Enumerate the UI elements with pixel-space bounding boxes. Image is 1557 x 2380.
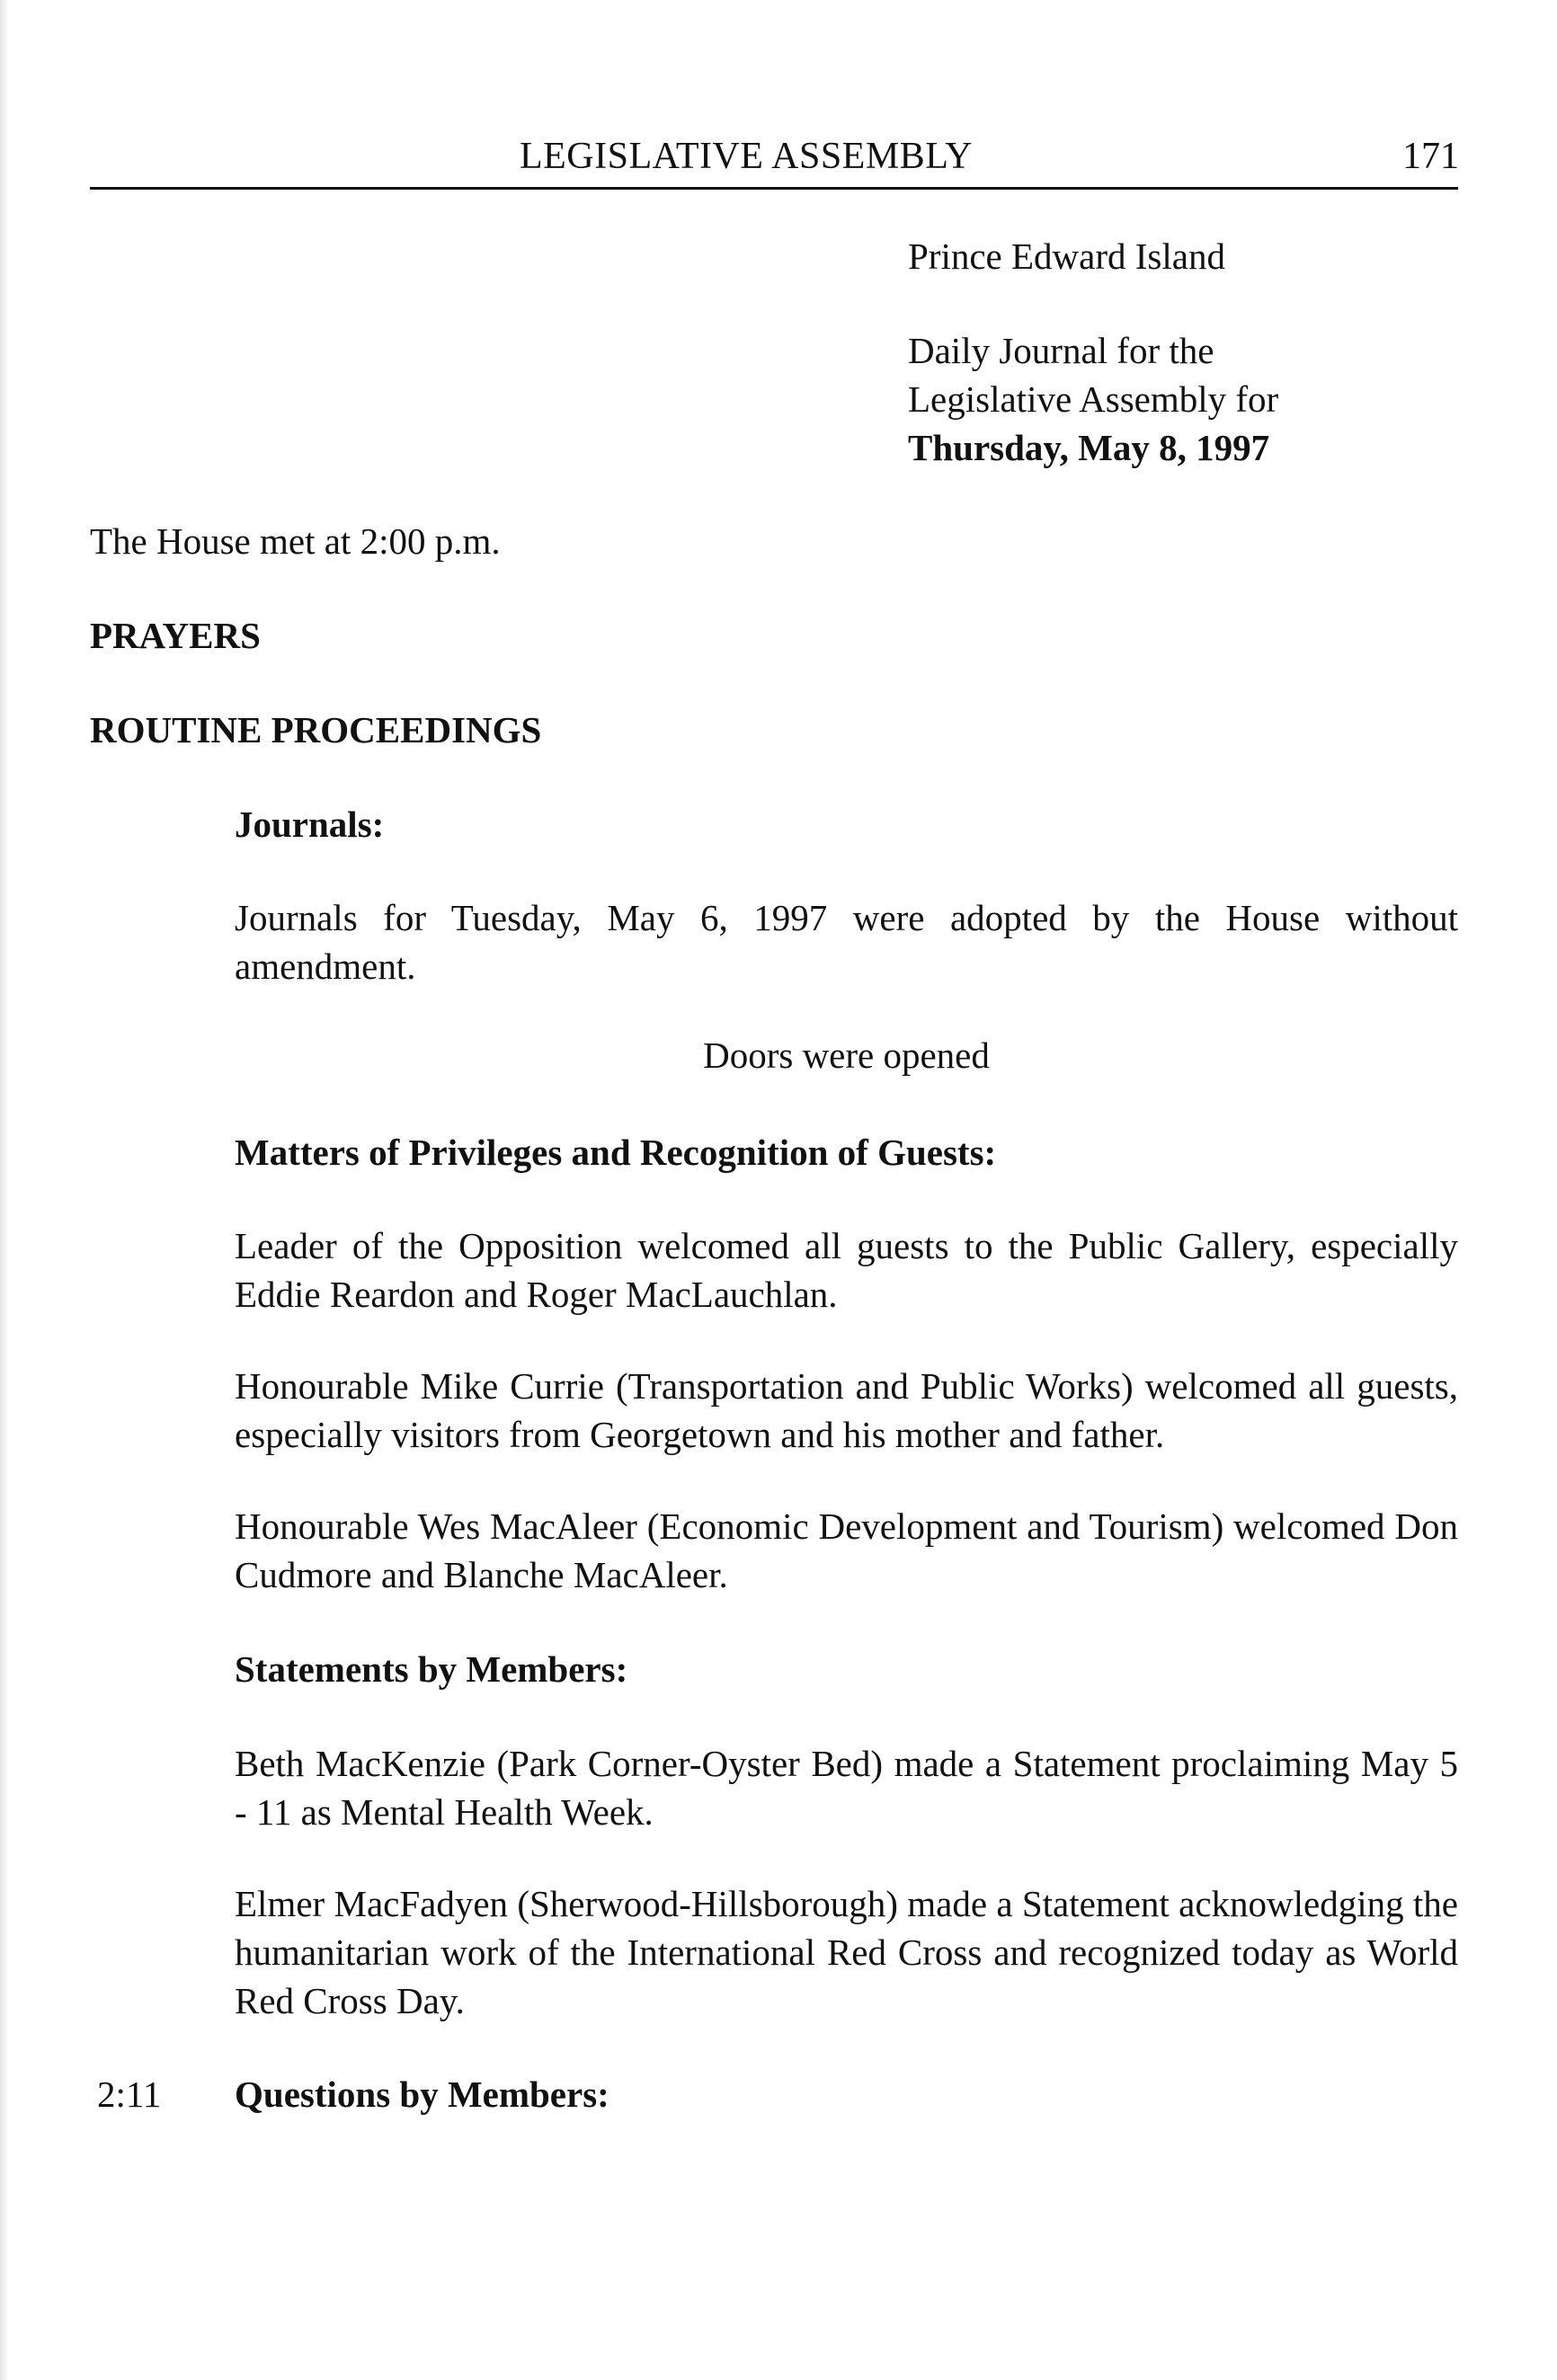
running-header-title: LEGISLATIVE ASSEMBLY xyxy=(520,136,973,177)
questions-heading: Questions by Members: xyxy=(235,2074,609,2115)
statements-paragraph: Beth MacKenzie (Park Corner-Oyster Bed) made a Statement proclaiming May 5 - 11 as Mental Health Week. xyxy=(235,1743,1458,1833)
statements-heading: Statements by Members: xyxy=(235,1648,628,1690)
journal-line-2: Legislative Assembly for xyxy=(908,378,1279,420)
journals-paragraph: Journals for Tuesday, May 6, 1997 were adopted by the House without amendment. xyxy=(235,897,1458,987)
header-rule xyxy=(90,187,1458,190)
privileges-heading: Matters of Privileges and Recognition of Guests: xyxy=(235,1132,997,1173)
page-number: 171 xyxy=(1402,136,1459,177)
page-edge-shadow xyxy=(0,0,9,2380)
questions-time-marker: 2:11 xyxy=(97,2074,162,2115)
prayers-heading: PRAYERS xyxy=(90,615,261,656)
doors-opened-notice: Doors were opened xyxy=(703,1035,990,1076)
journal-date: Thursday, May 8, 1997 xyxy=(908,427,1270,468)
journal-line-1: Daily Journal for the xyxy=(908,330,1214,371)
privileges-paragraph: Honourable Mike Currie (Transportation and Public Works) welcomed all guests, especially visitors from Georgetown and his mother and father. xyxy=(235,1365,1458,1455)
routine-proceedings-heading: ROUTINE PROCEEDINGS xyxy=(90,709,542,750)
statements-paragraph: Elmer MacFadyen (Sherwood-Hillsborough) made a Statement acknowledging the humanitarian work of the International Red Cross and recognized today as World Red Cross Day. xyxy=(235,1883,1458,2021)
house-met-time: The House met at 2:00 p.m. xyxy=(90,520,501,562)
province-name: Prince Edward Island xyxy=(908,235,1225,277)
privileges-paragraph: Honourable Wes MacAleer (Economic Development and Tourism) welcomed Don Cudmore and Blanche MacAleer. xyxy=(235,1505,1458,1595)
privileges-paragraph: Leader of the Opposition welcomed all guests to the Public Gallery, especially Eddie Reardon and Roger MacLauchlan. xyxy=(235,1225,1458,1315)
journals-heading: Journals: xyxy=(235,804,385,845)
